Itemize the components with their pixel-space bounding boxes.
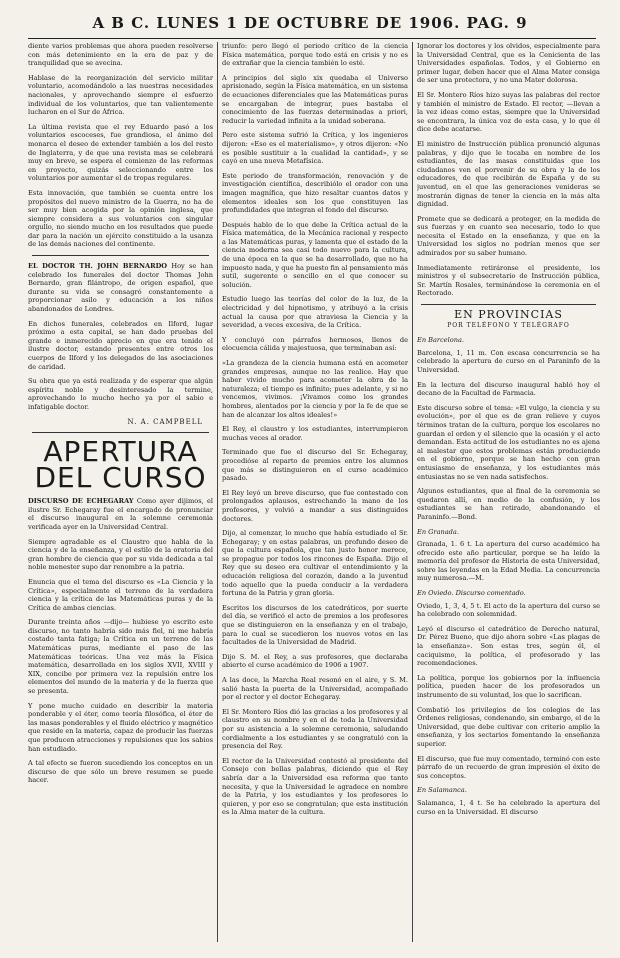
paragraph: Y concluyó con párrafos hermosos, llenos de elocuencia cálida y majestuosa, que terminaban así: — [222, 335, 408, 353]
paragraph: Ignorar los doctores y los olvidos, especialmente para la Universidad Central, que es la Cenicienta de las Universidades españolas. Todos, y el Gobierno en primer lugar, deben hacer que el Alma Mater consiga de ser una protectora, y no una Mater dolorosa. — [417, 42, 600, 85]
paragraph: En la lectura del discurso inaugural habló hoy el decano de la Facultad de Farmacia. — [417, 380, 600, 398]
byline: N. A. CAMPBELL — [127, 417, 203, 426]
paragraph: Su obra que ya está realizada y de esperar que algún espíritu noble y desinteresado la termine, aprovechando lo mucho hecho ya por el sabio e infatigable doctor. — [28, 377, 213, 411]
paragraph: El rector de la Universidad contestó al presidente del Consejo con bellas palabras, diciendo que el Rey sabría dar a la Universidad esa reforma que tanto necesita, y que la Universidad le agradece en nombre de la Patria, y los estudiantes y los profesores lo quieren, y por eso se congratulan; que esta institución es la Alma mater de la cultura. — [222, 756, 408, 817]
page-header: A B C. LUNES 1 DE OCTUBRE DE 1906. PAG. 9 — [92, 14, 528, 32]
paragraph: Y pone mucho cuidado en describir la materia ponderable y el éter, como teoría filosófica, el éter de las masas ponderables y el fluido eléctrico y magnético que reside en la materia, capaz de producir las fuerzas que producen atracciones y repulsiones que los sabios han estudiado. — [28, 701, 213, 753]
paragraph: Terminado que fue el discurso del Sr. Echegaray, procedióse al reparto de premios entre los alumnos que más se distinguieron en el curso académico pasado. — [222, 448, 408, 483]
column-3 — [417, 42, 600, 942]
paragraph: La política, porque los gobiernos por la influencia política, pueden hacer de los profesorados un instrumento de su voluntad, los que lo sacrifican. — [417, 673, 600, 699]
paragraph: Pero este sistema sufrió la Crítica, y los ingenieros dijeron: «Eso es el materialismo», y otros dijeron: «No es posible sustituir a la cualidad la cantidad», y se cayó en una nueva Metafísica. — [222, 131, 408, 166]
section-subheading: POR TELÉFONO Y TELÉGRAFO — [447, 321, 570, 329]
dateline: En Barcelona. — [417, 336, 465, 345]
column-1 — [28, 42, 213, 942]
paragraph: Después hablo de lo que debe la Crítica actual de la Física matemática, de la Mecánica racional y respecto a las Matemáticas puras, y lamenta que el estado de la ciencia moderna sea casi todo nuevo para la cultura, de una época en la que se ha desarrollado, que no ha impuesto nada, y que ha puesto fin al pensamiento más sutil, sugerente o sencillo en el que conocer su solución. — [222, 220, 408, 289]
paragraph: Salamanca, 1, 4 t. Se ha celebrado la apertura del curso en la Universidad. El discurso — [417, 798, 600, 816]
paragraph: A tal efecto se fueron sucediendo los conceptos en un discurso de que sólo un breve resumen se puede hacer. — [28, 759, 213, 785]
paragraph: Oviedo, 1, 3, 4, 5 t. El acto de la apertura del curso se ha celebrado con solemnidad. — [417, 601, 600, 619]
divider — [32, 432, 209, 433]
article-bernardo — [28, 262, 213, 314]
paragraph: triunfo: pero llegó el periodo crítico de la ciencia Física matemática, porque todo está en crisis y no es de extrañar que la ciencia también lo esté. — [222, 42, 408, 68]
paragraph: Granada, 1. 6 t. La apertura del curso académico ha ofrecido este año particular, porque se ha leído la memoria del profesor de Historia de esta Universidad, sobre las leyendas en la Edad Media. La concurrencia muy numerosa.—M. — [417, 540, 600, 583]
paragraph: Este discurso sobre el tema: «El vulgo, la ciencia y su evolución», por el que es de gran relieve y cuyos términos tratan de la cultura, porque los escolares no guardan el orden y el silencio que la ocasión y el acto demandan. Esta actitud de los estudiantes no es ajena al malestar que estos problemas están produciendo en el gobierno, porque se han hecho con gran entusiasmo de enseñanza, y los estudiantes más entusiastas no se ven nada satisfechos. — [417, 403, 600, 481]
paragraph: El ministro de Instrucción pública pronunció algunas palabras, y dijo que le tocaba en nombre de los estudiantes, de las masas constituidas que los ciudadanos ven el porvenir de su obra y la de los educadores, de que recibirán de España y de su juventud, en el que las generaciones venideras se mostrarán dignas de tener la ciencia en la más alta dignidad. — [417, 139, 600, 209]
column-2 — [222, 42, 408, 942]
paragraph: Dijo S. M. el Rey, a sus profesores, que declaraba abierto el curso académico de 1906 a 1907. — [222, 652, 408, 670]
column-divider — [217, 42, 218, 942]
paragraph: Algunos estudiantes, que al final de la ceremonia se quedaron allí, en medio de la confusión, y los estudiantes se han retirado, abandonando el Paraninfo.—Bond. — [417, 487, 600, 521]
paragraph: Escritos los discursos de los catedráticos, por suerte del día, se verificó el acto de premios a los profesores que se distinguieron en la enseñanza y en el trabajo, para lo cual se sucedieron los nuevos votos en las facultades de la Universidad de Madrid. — [222, 603, 408, 647]
divider — [421, 304, 596, 305]
divider — [32, 255, 209, 256]
paragraph: Como ayer dijimos, el ilustre Sr. Echegaray fue el encargado de pronunciar el discurso inaugural en la solemne ceremonia verificada ayer en la Universidad Central. — [28, 497, 213, 531]
paragraph: Combatió los privilegios de los colegios de las Órdenes religiosas, condenando, sin embargo, el de la Universidad, que debe cultivar con criterio amplio la enseñanza, y los sectarios fomentando la enseñanza superior. — [417, 705, 600, 748]
article-discurso — [28, 497, 213, 531]
paragraph: Leyó el discurso el catedrático de Derecho natural, Dr. Pérez Bueno, que dijo ahora sobre «Las plagas de la enseñanza». Son estas tres, según él, el caciquismo, la política, el profesorado y las recomendaciones. — [417, 624, 600, 668]
article-heading: EL DOCTOR TH. JOHN BERNARDO — [28, 262, 168, 271]
dateline: En Granada. — [417, 527, 459, 536]
paragraph: Estudio luego las teorías del color de la luz, de la electricidad y del hipnotismo, y atribuyó a la crisis actual la causa por que atraviesa la Ciencia y la severidad, a veces excesiva, de la Crítica. — [222, 295, 408, 330]
paragraph: Promete que se dedicará a proteger, en la medida de sus fuerzas y en cuanto sea necesario, todo lo que necesita el Estado en la enseñanza, y que en la Universidad los siglos no podrían menos que ser admirados por su saber humano. — [417, 214, 600, 258]
paragraph: En dichos funerales, celebrados en Ilford, lugar próximo a esta capital, se han dado pruebas del grande e inmerecido aprecio en que era tenido el ilustre doctor, estando presentes entre otros los cuerpos de Ilford y los delegados de las asociaciones de caridad. — [28, 319, 213, 371]
paragraph: El discurso, que fue muy comentado, terminó con este párrafo de un recuerdo de gran impresión el éxito de sus conceptos. — [417, 754, 600, 780]
dateline: En Oviedo. Discurso comentado. — [417, 589, 526, 598]
paragraph: El Rey leyó un breve discurso, que fue contestado con prolongados aplausos, estrechando la mano de los profesores, y volvió a mandar a sus distinguidos doctores. — [222, 488, 408, 523]
column-divider — [412, 42, 413, 942]
paragraph: Dijo, al comenzar, lo mucho que había estudiado el Sr. Echegaray; y en estas palabras, un profundo deseo de que la cultura española, que tan justo honor merece, se propague por todos los rincones de España. Dijo el Rey que su deseo era cultivar el entendimiento y la educación religiosa del corazón, dando a la juventud todo aquello que la pueda conducir a la verdadera fortuna de la Patria y gran gloria. — [222, 529, 408, 598]
paragraph: El Rey, el claustro y los estudiantes, interrumpieron muchas veces al orador. — [222, 425, 408, 442]
paragraph: A las doce, la Marcha Real resonó en el aire, y S. M. salió hasta la puerta de la Universidad, acompañado por el rector y el doctor Echegaray. — [222, 676, 408, 702]
paragraph: Este periodo de transformación, renovación y de investigación científica, describiólo el orador con una imagen magnífica, que hizo resaltar cuantos datos y elementos ideales son los que constituyen las profundidades que integran el fondo del discurso. — [222, 171, 408, 215]
headline: APERTURA DEL CURSO — [34, 435, 207, 495]
header-rule — [28, 38, 596, 39]
paragraph: El Sr. Montero Ríos hizo suyas las palabras del rector y también el ministro de Estado. El rector, —llevan a la vez ideas como estas, siempre que la Universidad se encontrara, la única voz de esta casa, y lo que él dice debe acatarse. — [417, 90, 600, 134]
paragraph: Hoy se han celebrado los funerales del doctor Thomas John Bernardo, gran filántropo, de origen español, que durante su vida se consagró constantemente a proporcionar asilo y educación a los niños abandonados de Londres. — [28, 262, 213, 314]
paragraph: Durante treinta años —dijo— hubiese yo escrito este discurso, no tanto habría sido más fiel, ni me habría costado tanta fatiga; la Crítica en un terreno de las Matemáticas puras, mediante el paso de las Matemáticas teóricas. Una vez más la Física matemática, desarrollada en los siglos XVII, XVIII y XIX, concibe por primera vez la repulsión entre los elementos del mundo de la materia y de la fuerza que se presenta. — [28, 618, 213, 696]
article-heading: DISCURSO DE ECHEGARAY — [28, 497, 134, 506]
paragraph: A principios del siglo xix quedaba el Universo aprisionado, según la Física matemática, en un sistema de ecuaciones diferenciales que las Matemáticas puras se encargaban de integrar, pues bastaba el conocimiento de las fuerzas determinadas a priori, reducir la variedad infinita a la unidad soberana. — [222, 73, 408, 125]
dateline: En Salamanca. — [417, 786, 467, 795]
paragraph: El Sr. Montero Ríos dió las gracias a los profesores y al claustro en su nombre y en el de toda la Universidad por su asistencia a la solemne ceremonia, saludando cordialmente a los estudiantes y se congratuló con la presencia del Rey. — [222, 707, 408, 751]
paragraph: Hablase de la reorganización del servicio militar voluntario, acomodándolo a las nuestras necesidades nacionales, y aprovechando siempre el esfuerzo individual de los voluntarios, que tan valientemente lucharon en el Sur de África. — [28, 73, 213, 117]
paragraph: Barcelona, 1, 11 m. Con escasa concurrencia se ha celebrado la apertura de curso en el Paraninfo de la Universidad. — [417, 348, 600, 374]
paragraph: «La grandeza de la ciencia humana está en acometer grandes empresas, aunque no las realice. Hay que haber vivido mucho para acometer la obra de la naturaleza; el tiempo es infinito; pues adelante, y si no vencemos, vivimos. ¡Vivamos como los grandes hombres, alentados por la ciencia y por la fe de que se han de alcanzar los altos ideales!» — [222, 359, 408, 419]
paragraph: Siempre agradable es el Claustro que habla de la ciencia y de la enseñanza, y el estilo de la oratoria del gran hombre de ciencia que por su vida dedicada a tal noble menester supo dar renombre a la patria. — [28, 537, 213, 572]
paragraph: diente varios problemas que ahora pueden resolverse con más detenimiento en la era de paz y de tranquilidad que se avecina. — [28, 42, 213, 68]
paragraph: Esta innovación, que también se cuenta entre los propósitos del nuevo ministro de la Guerra, no ha de ser muy bien acogida por la opinión inglesa, que siempre considera a sus voluntarios con singular orgullo, no siendo mucho en los resultados que puede dar para la nación un ejército constituido a la usanza de las demás naciones del continente. — [28, 188, 213, 249]
paragraph: La última revista que el rey Eduardo pasó a los voluntarios escoceses, fue grandiosa, el ánimo del monarca el deseo de extender también a los del resto de Inglaterra, y de que una revista mas se celebrará muy en breve, se espera el comienzo de las reformas en proyecto, quizás seleccionando entre los voluntarios por aumentar el de tropas regulares. — [28, 122, 213, 183]
paragraph: Enuncia que el tema del discurso es «La Ciencia y la Crítica», especialmente el terreno de la verdadera ciencia y la crítica de las Matemáticas puras y de la Crítica de ambas ciencias. — [28, 577, 213, 612]
section-heading: EN PROVINCIAS — [454, 308, 563, 322]
paragraph: Inmediatamente retiráronse el presidente, los ministros y el subsecretario de Instrucción pública, Sr. Martín Rosales, terminándose la ceremonia en el Rectorado. — [417, 263, 600, 298]
